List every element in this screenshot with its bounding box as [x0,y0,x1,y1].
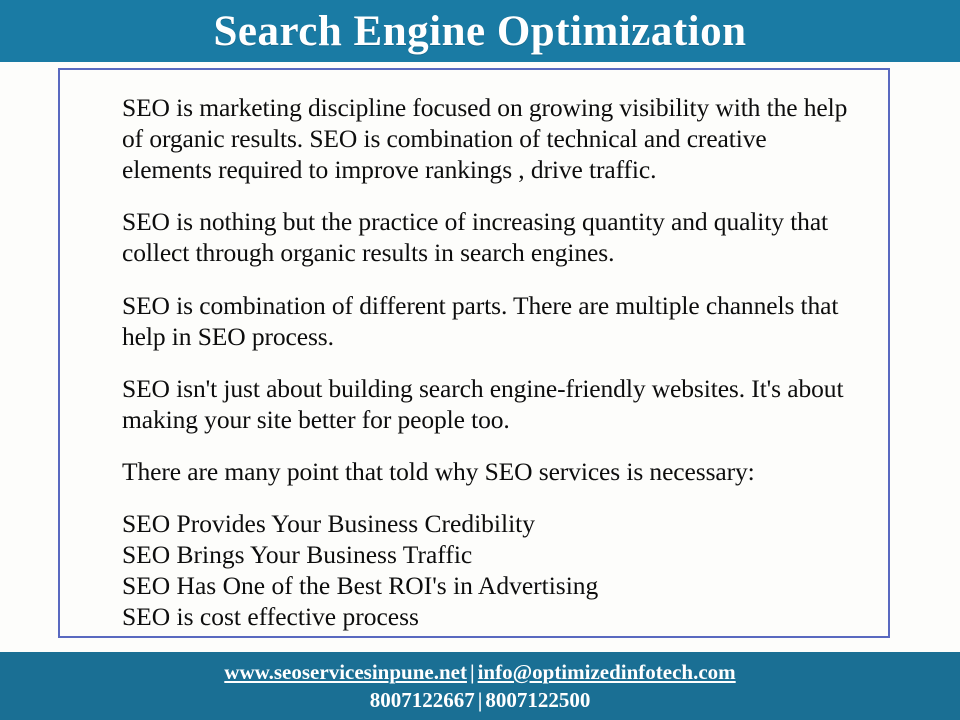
benefits-list [122,508,858,632]
website-link[interactable]: www.seoservicesinpune.net [224,659,467,684]
header-bar [0,0,960,62]
list-item: SEO Brings Your Business Traffic [122,540,473,570]
paragraph-5: There are many point that told why SEO services is necessary: [122,456,755,486]
page-title: Search Engine Optimization [213,7,747,55]
footer-bar [0,652,960,720]
list-item: SEO Has One of the Best ROI's in Advertising [122,571,599,601]
content-frame [58,68,890,638]
phone-two: 8007122500 [485,688,591,712]
paragraph-4: SEO isn't just about building search engine-friendly websites. It's about making your site better for people too. [122,373,844,434]
footer-contact-line [224,658,735,686]
list-item: SEO is cost effective process [122,602,419,632]
phone-separator: | [477,688,483,712]
paragraph-3: SEO is combination of different parts. There are multiple channels that help in SEO process. [122,290,839,351]
email-link[interactable]: info@optimizedinfotech.com [477,659,736,684]
footer-phone-line [370,686,591,714]
phone-one: 8007122667 [369,688,475,712]
list-item: SEO Provides Your Business Credibility [122,509,536,539]
paragraph-1: SEO is marketing discipline focused on growing visibility with the help of organic results. SEO is combination of technical and creative elements required to improve rankings , drive traffic. [122,93,848,185]
footer-separator: | [469,659,475,684]
paragraph-2: SEO is nothing but the practice of increasing quantity and quality that collect through organic results in search engines. [122,207,829,268]
